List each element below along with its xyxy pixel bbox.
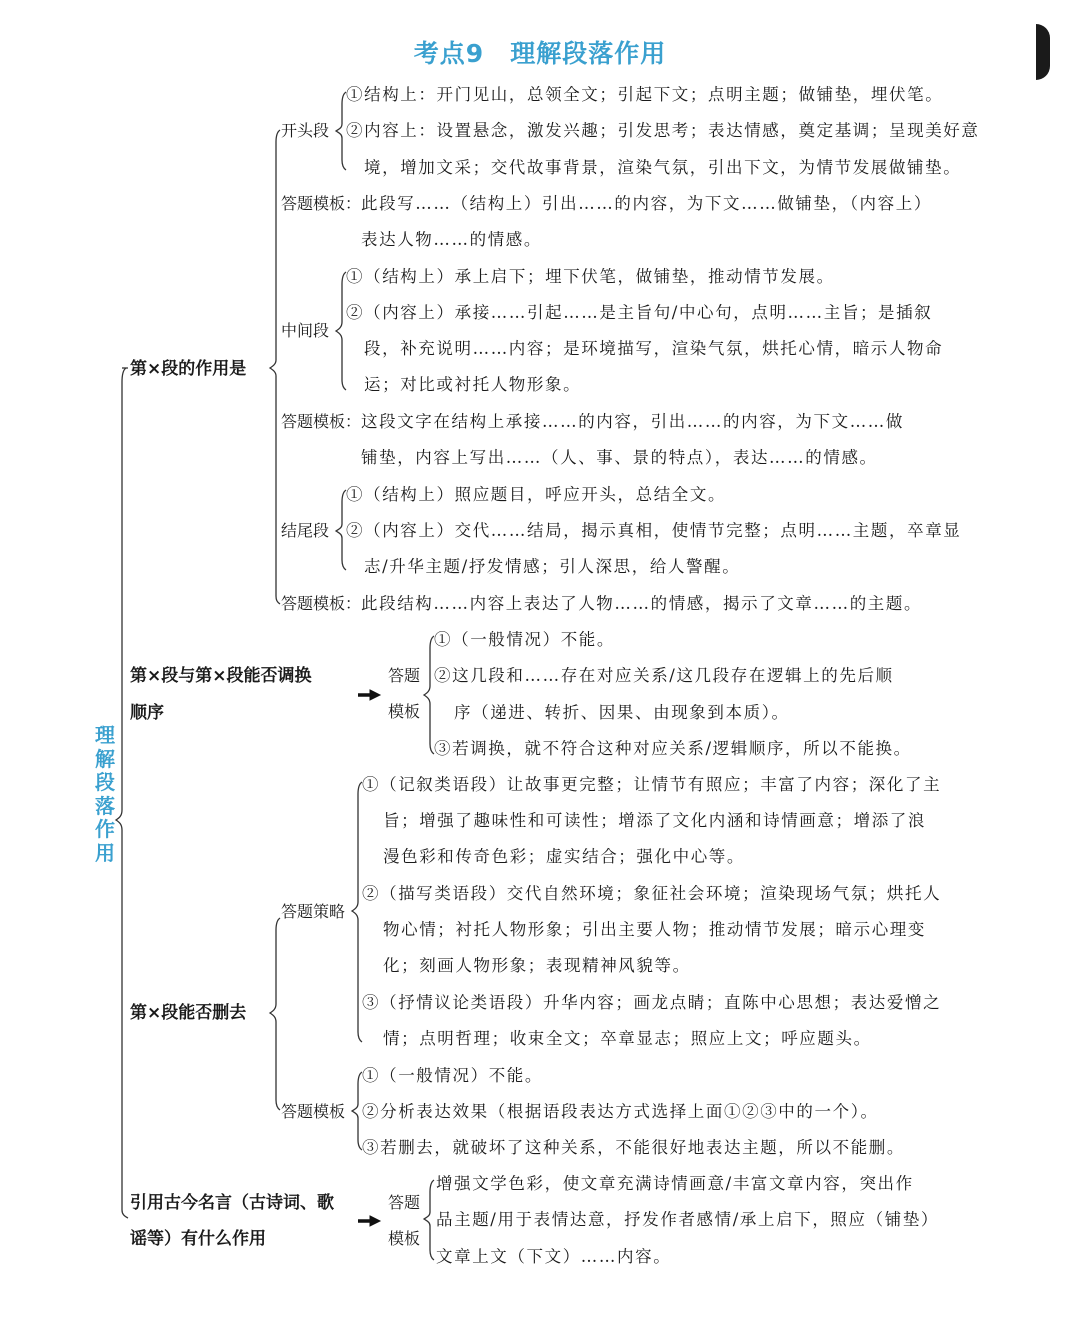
section2-label-line1: 第×段与第×段能否调换 (130, 666, 312, 686)
kaitou-line3: 境，增加文采；交代故事背景，渲染气氛，引出下文，为情节发展做铺垫。 (364, 158, 962, 177)
section2-line3: 序（递进、转折、因果、由现象到本质）。 (454, 703, 790, 722)
strategy-line1: ①（记叙类语段）让故事更完整；让情节有照应；丰富了内容；深化了主 (362, 775, 942, 794)
section1-label: 第×段的作用是 (130, 359, 247, 379)
section2-line4: ③若调换，就不符合这种对应关系/逻辑顺序，所以不能换。 (434, 739, 912, 758)
kaitou-line1: ①结构上：开门见山，总领全文；引起下文；点明主题；做铺垫，埋伏笔。 (346, 85, 944, 104)
section2-label-line2: 顺序 (130, 703, 164, 723)
strategy-line4: ②（描写类语段）交代自然环境；象征社会环境；渲染现场气氛；烘托人 (362, 884, 942, 903)
section4-label-line2: 谣等）有什么作用 (130, 1229, 266, 1249)
jiewei-line2: ②（内容上）交代……结局，揭示真相，使情节完整；点明……主题，卒章显 (346, 521, 962, 540)
root-char: 段 (95, 770, 115, 794)
page-title: 考点9 理解段落作用 (413, 39, 667, 68)
zhongjian-line4: 运；对比或衬托人物形象。 (364, 375, 582, 394)
section4-line2: 品主题/用于表情达意，抒发作者感情/承上启下，照应（铺垫） (436, 1210, 940, 1229)
section3-template-line1: ①（一般情况）不能。 (362, 1066, 543, 1085)
template3-line1: 此段结构……内容上表达了人物……的情感，揭示了文章……的主题。 (361, 594, 923, 613)
section4-template-label-2: 模板 (388, 1229, 421, 1248)
strategy-label: 答题策略 (281, 902, 346, 921)
jiewei-label: 结尾段 (281, 521, 330, 540)
section4-line1: 增强文学色彩，使文章充满诗情画意/丰富文章内容，突出作 (436, 1174, 914, 1193)
section2-template-label-2: 模板 (388, 702, 421, 721)
strategy-line8: 情；点明哲理；收束全文；卒章显志；照应上文；呼应题头。 (383, 1029, 872, 1048)
root-label (94, 724, 116, 865)
strategy-line7: ③（抒情议论类语段）升华内容；画龙点睛；直陈中心思想；表达爱憎之 (362, 993, 942, 1012)
template2-line2: 铺垫，内容上写出……（人、事、景的特点），表达……的情感。 (361, 448, 878, 467)
jiewei-line3: 志/升华主题/抒发情感；引人深思，给人警醒。 (364, 557, 741, 576)
section3-template-label: 答题模板 (281, 1102, 346, 1121)
root-char: 理 (95, 723, 115, 747)
root-char: 作 (95, 817, 115, 841)
section2-template-label-1: 答题 (388, 666, 421, 685)
strategy-line3: 漫色彩和传奇色彩；虚实结合；强化中心等。 (383, 847, 745, 866)
section4-line3: 文章上文（下文）……内容。 (436, 1247, 672, 1266)
section3-label: 第×段能否删去 (130, 1003, 247, 1023)
template3-label: 答题模板： (281, 594, 362, 613)
zhongjian-line3: 段，补充说明……内容；是环境描写，渲染气氛，烘托心情，暗示人物命 (364, 339, 944, 358)
root-char: 落 (95, 793, 115, 818)
jiewei-line1: ①（结构上）照应题目，呼应开头，总结全文。 (346, 485, 727, 504)
template1-line2: 表达人物……的情感。 (361, 230, 542, 249)
strategy-line6: 化；刻画人物形象；表现精神风貌等。 (383, 956, 691, 975)
section2-line2: ②这几段和……存在对应关系/这几段存在逻辑上的先后顺 (434, 666, 894, 685)
section2-line1: ①（一般情况）不能。 (434, 630, 615, 649)
zhongjian-line1: ①（结构上）承上启下；埋下伏笔，做铺垫，推动情节发展。 (346, 267, 835, 286)
root-char: 用 (95, 840, 115, 865)
section3-template-line3: ③若删去，就破坏了这种关系，不能很好地表达主题，所以不能删。 (362, 1138, 905, 1157)
template1-label: 答题模板： (281, 194, 362, 213)
section3-template-line2: ②分析表达效果（根据语段表达方式选择上面①②③中的一个）。 (362, 1102, 879, 1121)
root-char: 解 (95, 746, 115, 771)
kaitou-label: 开头段 (281, 121, 330, 140)
strategy-line2: 旨；增强了趣味性和可读性；增添了文化内涵和诗情画意；增添了浪 (383, 811, 926, 830)
template1-line1: 此段写……（结构上）引出……的内容，为下文……做铺垫，（内容上） (361, 194, 932, 213)
zhongjian-line2: ②（内容上）承接……引起……是主旨句/中心句，点明……主旨；是插叙 (346, 303, 933, 322)
template2-line1: 这段文字在结构上承接……的内容，引出……的内容，为下文……做 (361, 412, 904, 431)
strategy-line5: 物心情；衬托人物形象；引出主要人物；推动情节发展；暗示心理变 (383, 920, 926, 939)
zhongjian-label: 中间段 (281, 321, 330, 340)
kaitou-line2: ②内容上：设置悬念，激发兴趣；引发思考；表达情感，奠定基调；呈现美好意 (346, 121, 980, 140)
section4-template-label-1: 答题 (388, 1193, 421, 1212)
section4-label-line1: 引用古今名言（古诗词、歌 (130, 1193, 334, 1213)
template2-label: 答题模板： (281, 412, 362, 431)
